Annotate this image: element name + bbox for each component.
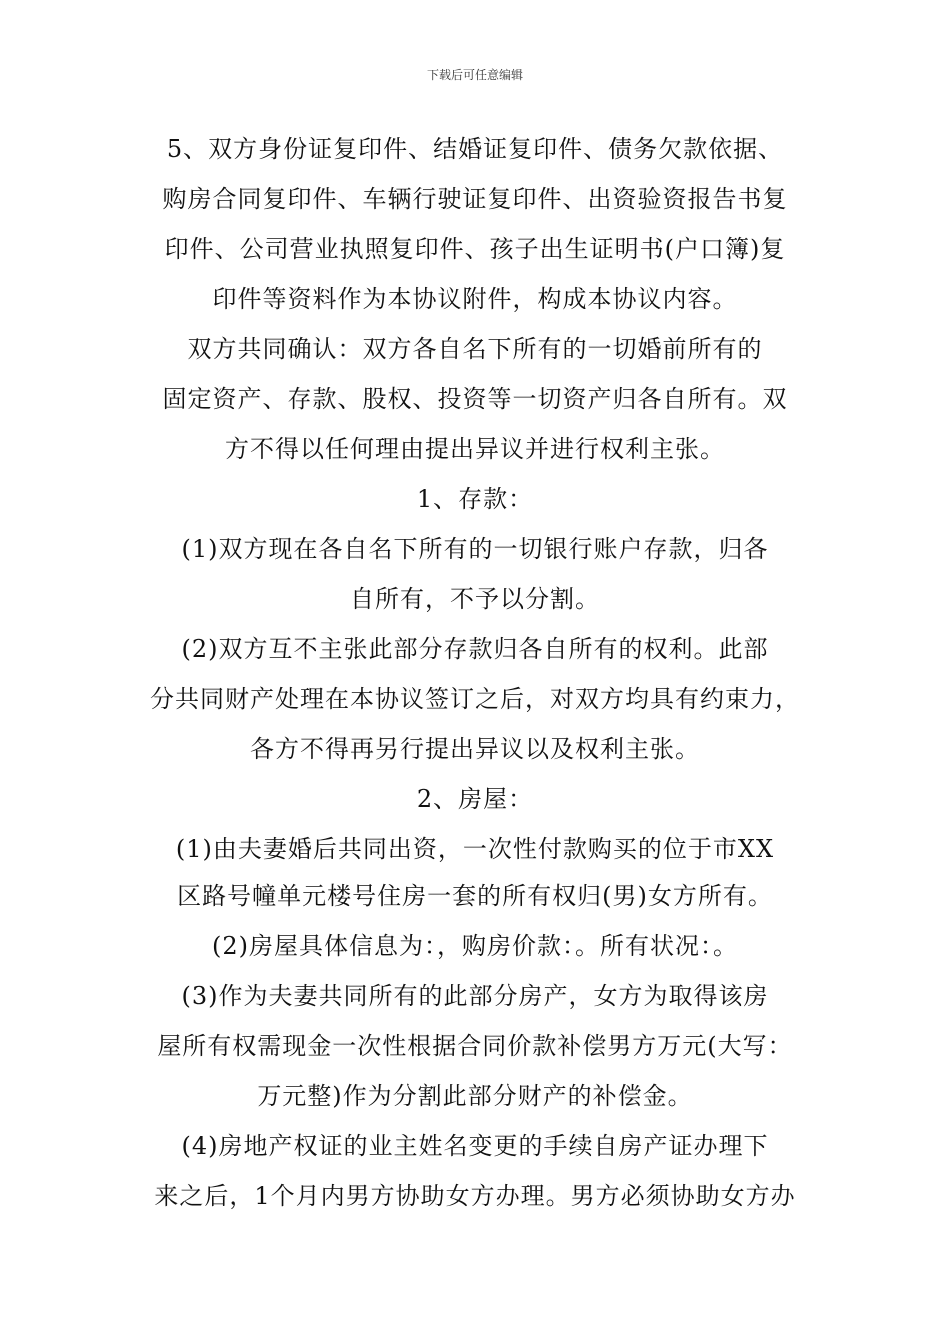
text-line: 固定资产、存款、股权、投资等一切资产归各自所有。双 xyxy=(162,385,788,413)
text-line: 印件等资料作为本协议附件，构成本协议内容。 xyxy=(212,285,738,313)
text-line: 方不得以任何理由提出异议并进行权利主张。 xyxy=(225,435,725,463)
text-line: (2)房屋具体信息为：，购房价款：。所有状况：。 xyxy=(212,932,738,960)
text-line: (1)双方现在各自名下所有的一切银行账户存款，归各 xyxy=(181,535,769,563)
text-line: 购房合同复印件、车辆行驶证复印件、出资验资报告书复 xyxy=(162,185,788,213)
text-line: 自所有，不予以分割。 xyxy=(350,585,600,613)
section-heading: 1、存款： xyxy=(416,485,534,513)
text-line: 分共同财产处理在本协议签订之后，对双方均具有约束力， xyxy=(150,685,800,713)
text-line: (1)由夫妻婚后共同出资，一次性付款购买的位于市XX xyxy=(175,835,775,863)
text-line: 来之后，1个月内男方协助女方办理。男方必须协助女方办 xyxy=(154,1182,796,1210)
text-line: 屋所有权需现金一次性根据合同价款补偿男方万元(大写： xyxy=(157,1032,793,1060)
page-header: 下载后可任意编辑 xyxy=(426,68,523,82)
text-line: 各方不得再另行提出异议以及权利主张。 xyxy=(250,735,700,763)
text-line: 万元整)作为分割此部分财产的补偿金。 xyxy=(257,1082,693,1110)
text-line: 双方共同确认：双方各自名下所有的一切婚前所有的 xyxy=(187,335,763,363)
text-line: (3)作为夫妻共同所有的此部分房产，女方为取得该房 xyxy=(181,982,769,1010)
text-line: (2)双方互不主张此部分存款归各自所有的权利。此部 xyxy=(181,635,769,663)
text-line: 区路号幢单元楼号住房一套的所有权归(男)女方所有。 xyxy=(177,882,773,910)
text-line: 印件、公司营业执照复印件、孩子出生证明书(户口簿)复 xyxy=(164,235,786,263)
section-heading: 2、房屋： xyxy=(416,785,534,813)
text-line: (4)房地产权证的业主姓名变更的手续自房产证办理下 xyxy=(181,1132,769,1160)
text-line: 5、双方身份证复印件、结婚证复印件、债务欠款依据、 xyxy=(166,135,784,163)
